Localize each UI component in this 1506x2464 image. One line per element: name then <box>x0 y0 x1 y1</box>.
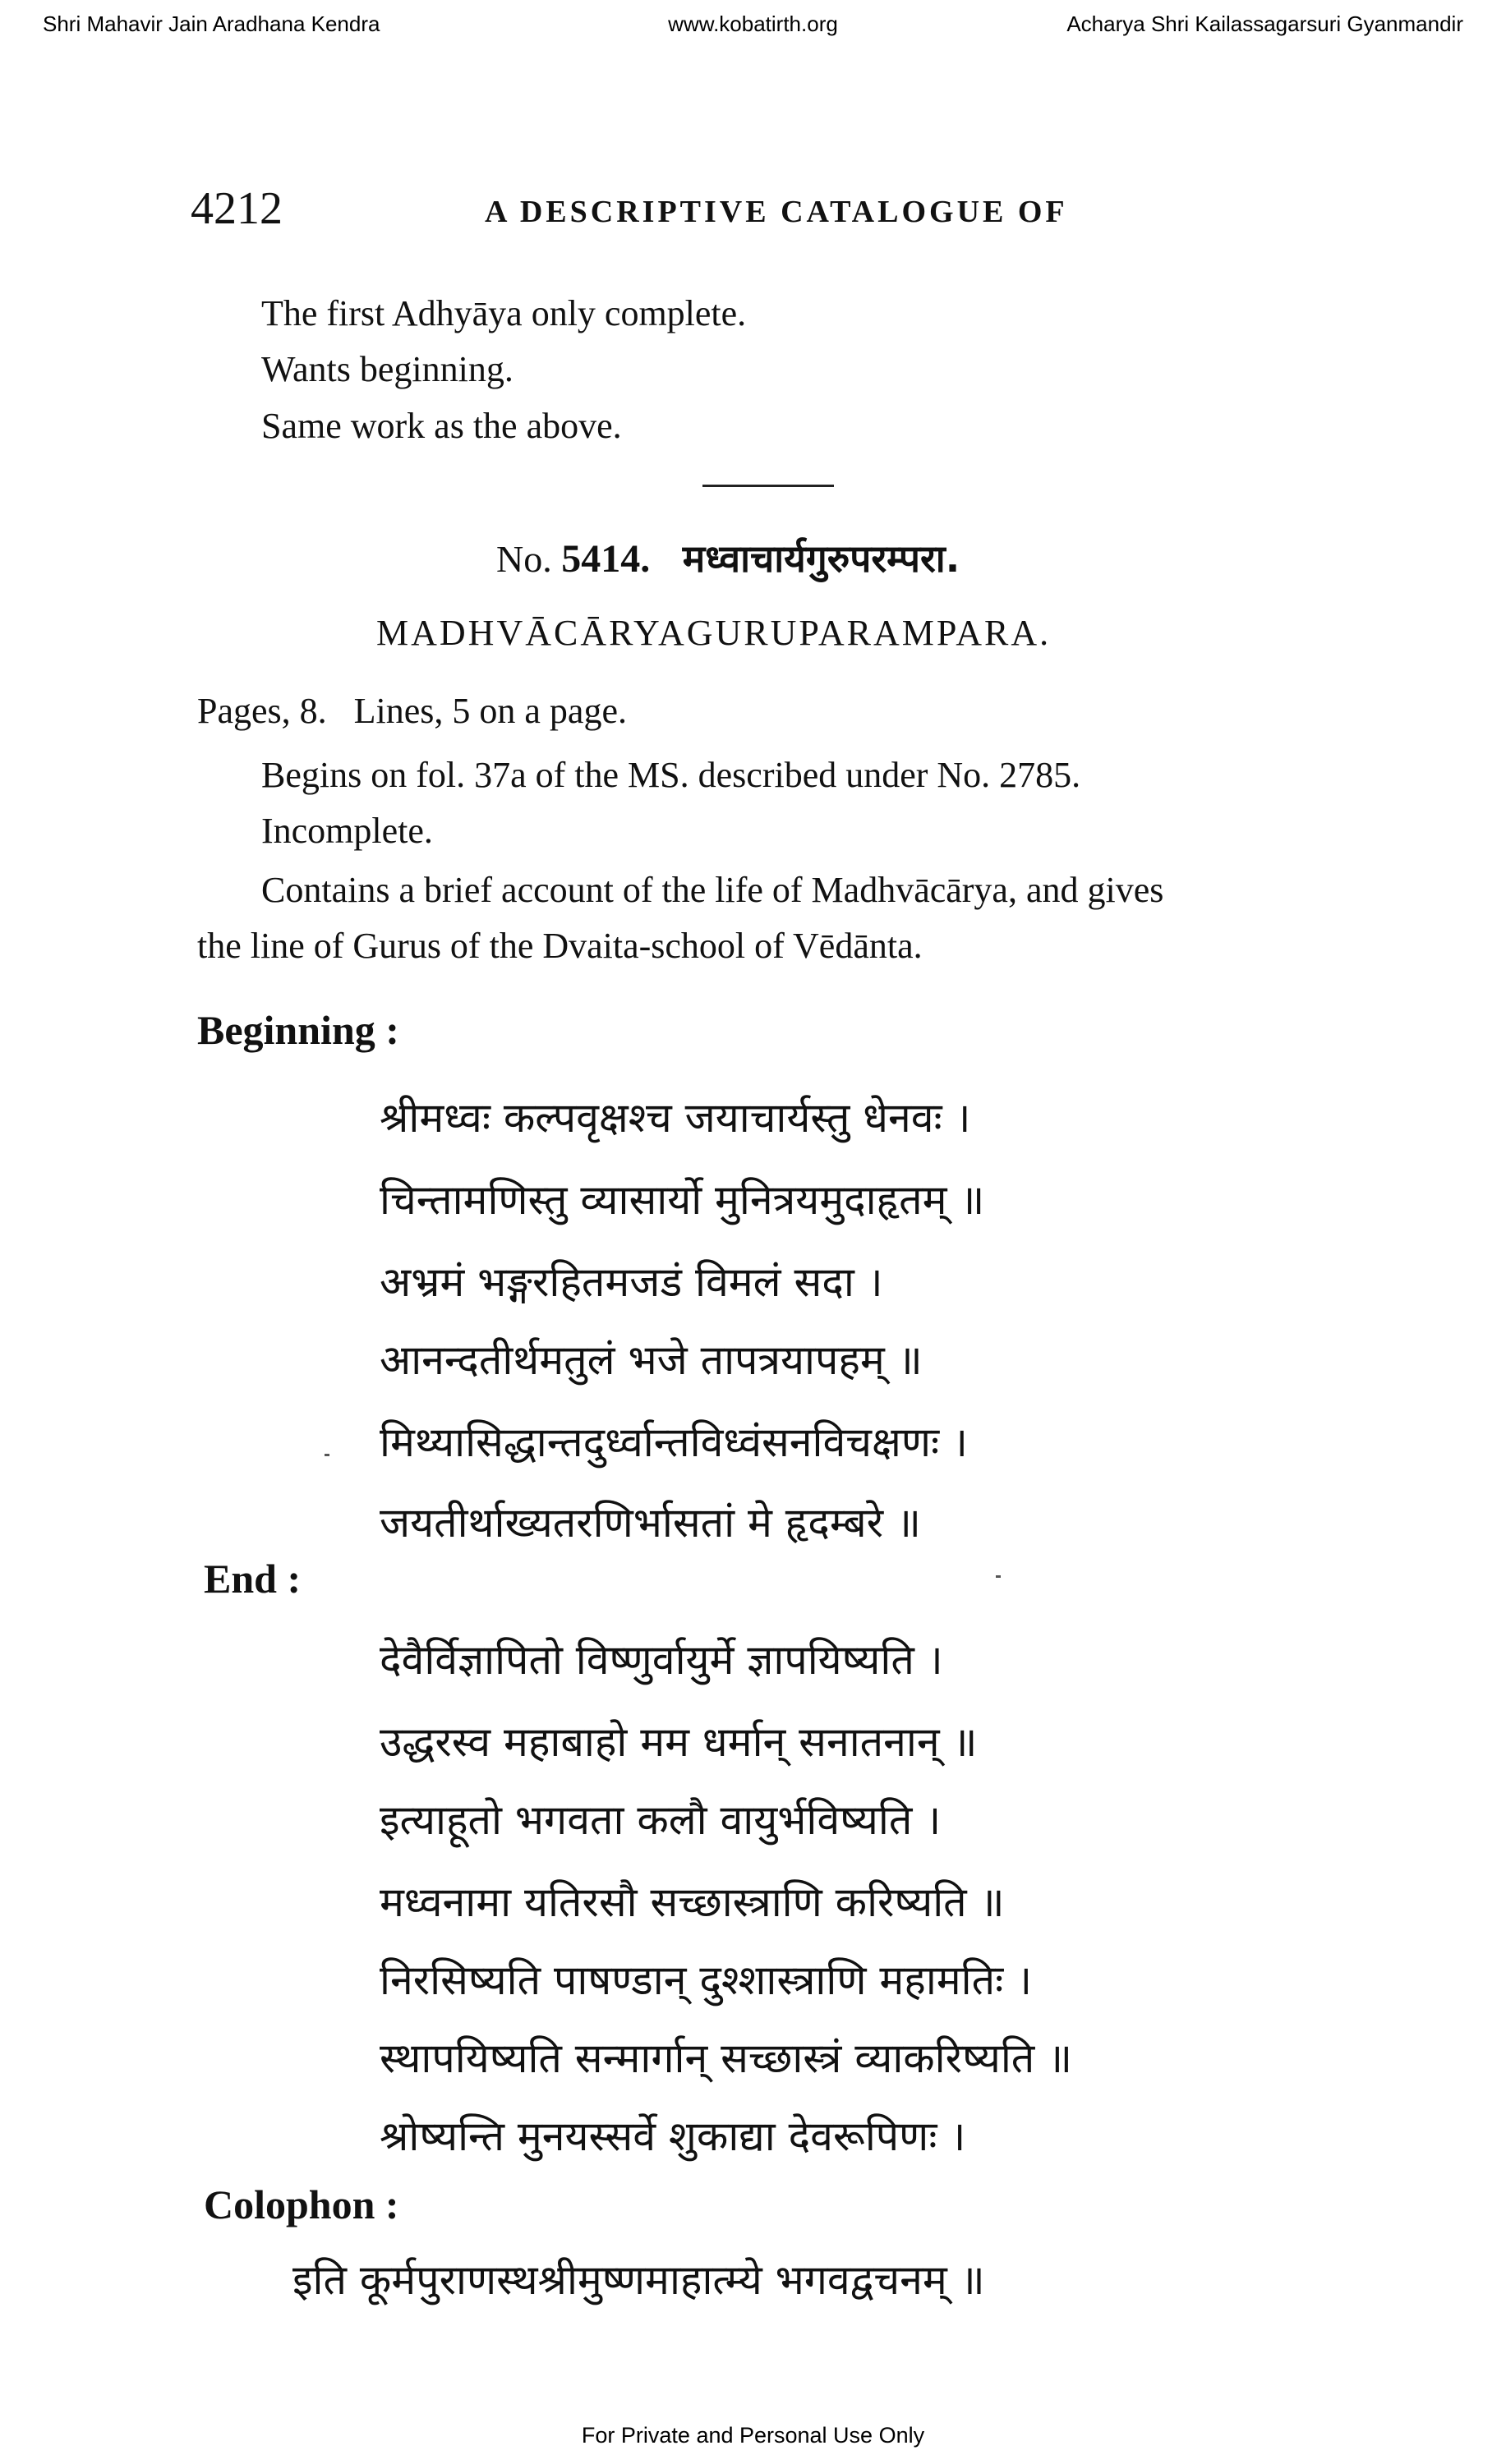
beginning-verse-4: आनन्दतीर्थमतुलं भजे तापत्रयापहम् ॥ <box>380 1336 923 1384</box>
beginning-label: Beginning : <box>197 1007 399 1053</box>
entry-devanagari-title: मध्वाचार्यगुरुपरम्परा. <box>682 536 960 581</box>
end-verse-6: स्थापयिष्यति सन्मार्गान् सच्छास्त्रं व्याकरिष्यति ॥ <box>380 2034 1073 2082</box>
scan-speck <box>996 1575 1001 1578</box>
end-label: End : <box>204 1556 302 1602</box>
entry-contents-line-1: Contains a brief account of the life of Madhvācārya, and gives <box>261 870 1164 910</box>
entry-number-title <box>496 532 960 583</box>
header-left-text: Shri Mahavir Jain Aradhana Kendra <box>43 11 380 36</box>
section-divider <box>702 485 834 487</box>
end-verse-4: मध्वनामा यतिरसौ सच्छास्त्राणि करिष्यति ॥ <box>380 1878 1005 1926</box>
header-right-text: Acharya Shri Kailassagarsuri Gyanmandir <box>1066 11 1463 36</box>
end-verse-7: श्रोष्यन्ति मुनयस्सर्वे शुकाद्या देवरूपिणः । <box>380 2112 966 2160</box>
previous-entry-line-2: Wants beginning. <box>261 349 514 389</box>
entry-pages-line: Pages, 8. Lines, 5 on a page. <box>197 691 627 731</box>
colophon-label: Colophon : <box>204 2181 399 2227</box>
entry-begins-line: Begins on fol. 37a of the MS. described under No. 2785. <box>261 755 1081 795</box>
entry-contents-line-2: the line of Gurus of the Dvaita-school of Vēdānta. <box>197 926 923 966</box>
beginning-verse-2: चिन्तामणिस्तु व्यासार्यो मुनित्रयमुदाहृतम् ॥ <box>380 1176 985 1224</box>
beginning-verse-3: अभ्रमं भङ्गरहितमजडं विमलं सदा । <box>380 1258 883 1306</box>
entry-status: Incomplete. <box>261 811 433 851</box>
colophon-text: इति कूर्मपुराणस्थश्रीमुष्णमाहात्म्ये भगवद्वचनम् ॥ <box>292 2256 985 2304</box>
beginning-verse-5: मिथ्यासिद्धान्तदुर्ध्वान्तविध्वंसनविचक्षणः । <box>380 1418 968 1466</box>
footer-notice: For Private and Personal Use Only <box>581 2423 925 2448</box>
entry-roman-title: MADHVĀCĀRYAGURUPARAMPARA. <box>376 613 1052 653</box>
header-center-url: www.kobatirth.org <box>668 11 838 36</box>
entry-number-label: No. <box>496 538 552 580</box>
page-number: 4212 <box>191 183 283 234</box>
beginning-verse-6: जयतीर्थाख्यतरणिर्भासतां मे हृदम्बरे ॥ <box>380 1499 921 1547</box>
beginning-verse-1: श्रीमध्वः कल्पवृक्षश्च जयाचार्यस्तु धेनवः । <box>380 1094 971 1142</box>
running-head: A DESCRIPTIVE CATALOGUE OF <box>485 195 1068 229</box>
end-verse-2: उद्धरस्व महाबाहो मम धर्मान् सनातनान् ॥ <box>380 1718 978 1766</box>
end-verse-1: देवैर्विज्ञापितो विष्णुर्वायुर्मे ज्ञापयिष्यति । <box>380 1636 943 1684</box>
end-verse-5: निरसिष्यति पाषण्डान् दुश्शास्त्राणि महामतिः । <box>380 1956 1033 2004</box>
previous-entry-line-3: Same work as the above. <box>261 406 622 446</box>
entry-number: 5414. <box>561 537 651 581</box>
end-verse-3: इत्याहूतो भगवता कलौ वायुर्भविष्यति । <box>380 1796 942 1844</box>
scan-speck <box>325 1454 329 1456</box>
previous-entry-line-1: The first Adhyāya only complete. <box>261 293 747 333</box>
